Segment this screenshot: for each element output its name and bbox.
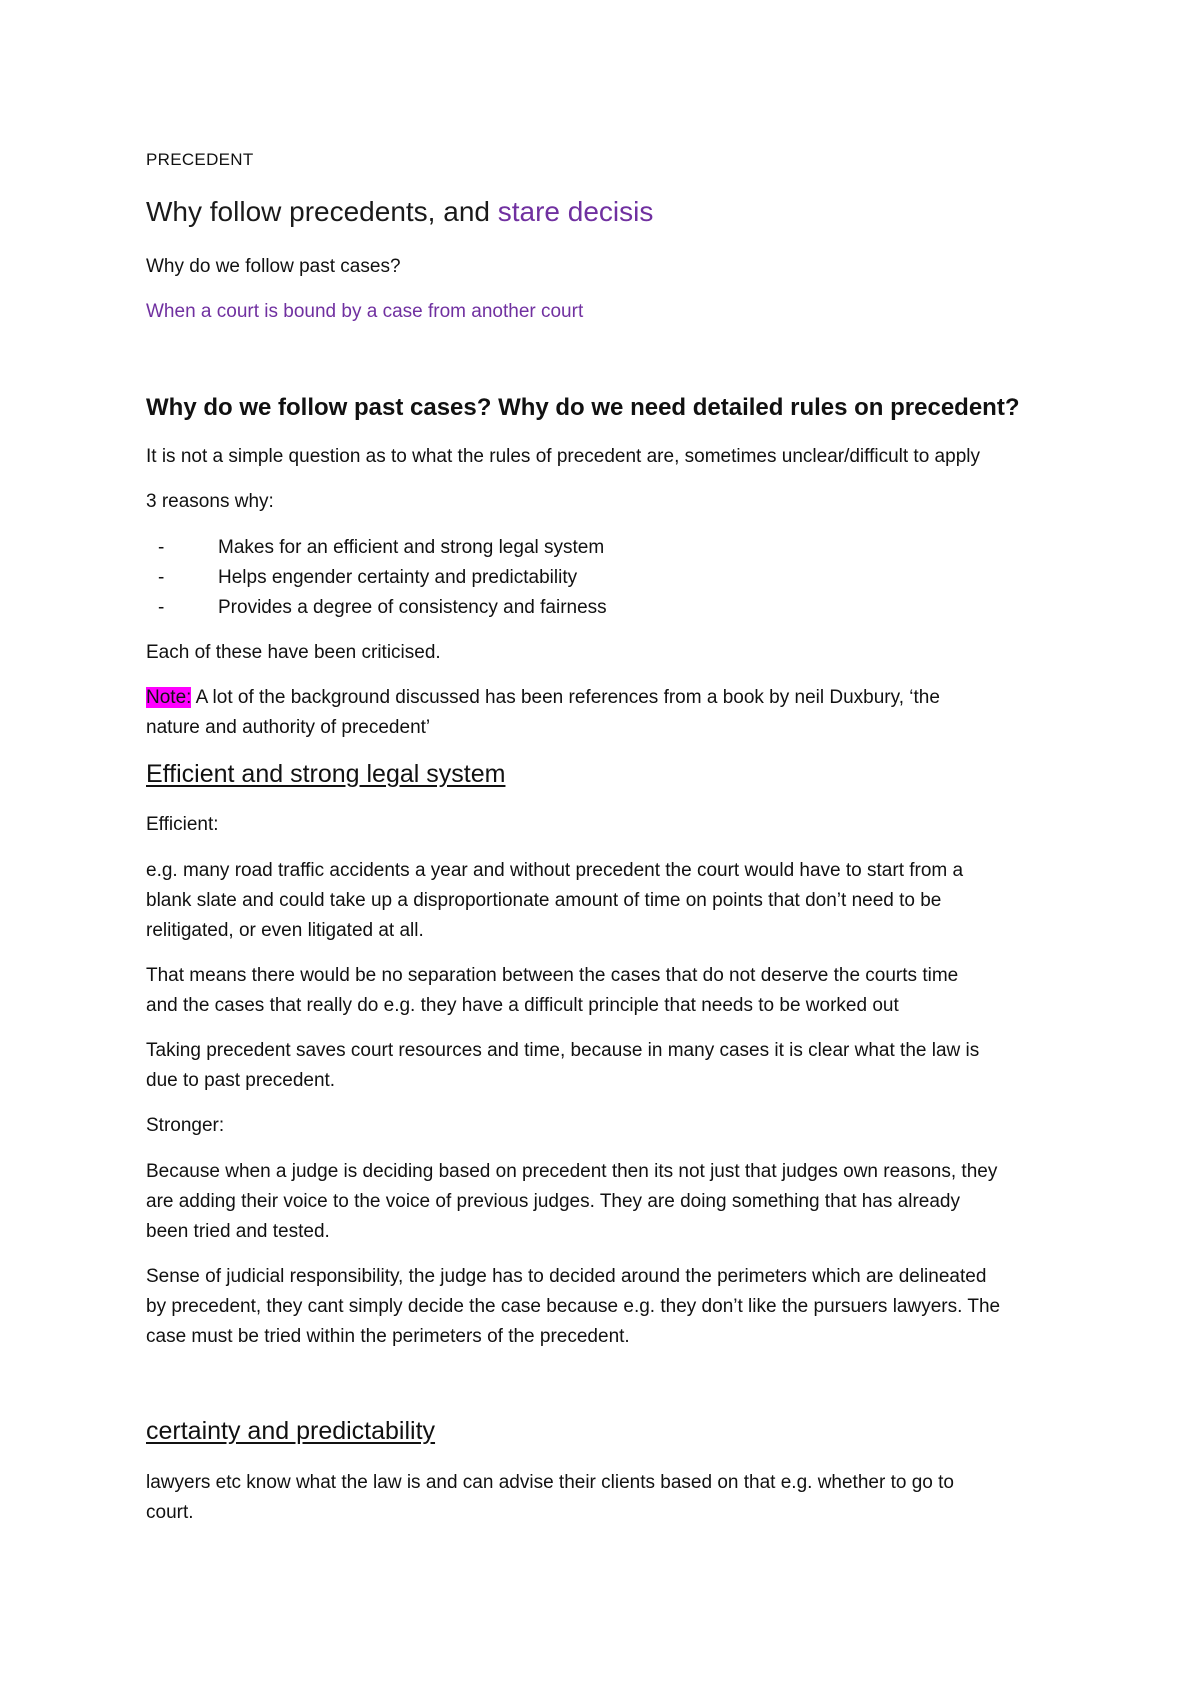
- reasons-intro: 3 reasons why:: [146, 491, 274, 512]
- efficient-label: Efficient:: [146, 814, 219, 835]
- note-line: nature and authority of precedent’: [146, 717, 431, 738]
- section-heading-efficient: Efficient and strong legal system: [146, 760, 506, 788]
- title-text: Why follow precedents, and: [146, 196, 498, 227]
- stronger-label: Stronger:: [146, 1115, 225, 1136]
- title-accent-text: stare decisis: [497, 196, 654, 227]
- dash-bullet-icon: -: [158, 537, 165, 558]
- stronger-paragraph-2: Sense of judicial responsibility, the judge has to decided around the perimeters which are delineated by precedent, they cant simply decide the case because e.g. they don’t like the pursuers lawyers. The case must be tried within the perimeters of the precedent.: [146, 1266, 1001, 1347]
- note-highlight: Note:: [146, 687, 192, 708]
- efficient-paragraph-1: e.g. many road traffic accidents a year and without precedent the court would have to start from a blank slate and could take up a disproportionate amount of time on points that don’t need to be relitigated, or even litigated at all.: [146, 860, 964, 941]
- reasons-list: [146, 533, 1066, 623]
- question-line: Why do we follow past cases?: [146, 256, 401, 277]
- stronger-paragraph-1: Because when a judge is deciding based on precedent then its not just that judges own reasons, they are adding their voice to the voice of previous judges. They are doing something that has already been tried and tested.: [146, 1161, 998, 1242]
- list-item: - Makes for an efficient and strong legal system: [146, 533, 1066, 563]
- criticised-paragraph: Each of these have been criticised.: [146, 642, 441, 663]
- dash-bullet-icon: -: [158, 597, 165, 618]
- efficient-paragraph-3: Taking precedent saves court resources and time, because in many cases it is clear what the law is due to past precedent.: [146, 1040, 980, 1091]
- section-heading-why: Why do we follow past cases? Why do we need detailed rules on precedent?: [146, 394, 1020, 421]
- certainty-paragraph-1: lawyers etc know what the law is and can advise their clients based on that e.g. whether to go to court.: [146, 1472, 954, 1523]
- note-paragraph: [146, 683, 1066, 743]
- intro-paragraph: It is not a simple question as to what the rules of precedent are, sometimes unclear/difficult to apply: [146, 446, 980, 467]
- document-title: [146, 194, 1066, 230]
- list-item: - Provides a degree of consistency and fairness: [146, 593, 1066, 623]
- dash-bullet-icon: -: [158, 567, 165, 588]
- note-line: Note: A lot of the background discussed has been references from a book by neil Duxbury, ‘the: [146, 687, 940, 708]
- section-heading-certainty: certainty and predictability: [146, 1417, 436, 1445]
- subtopic-line: When a court is bound by a case from another court: [146, 301, 584, 322]
- list-item: - Helps engender certainty and predictability: [146, 563, 1066, 593]
- document-label: PRECEDENT: [146, 150, 254, 169]
- efficient-paragraph-2: That means there would be no separation between the cases that do not deserve the courts time and the cases that really do e.g. they have a difficult principle that needs to be worked out: [146, 965, 959, 1016]
